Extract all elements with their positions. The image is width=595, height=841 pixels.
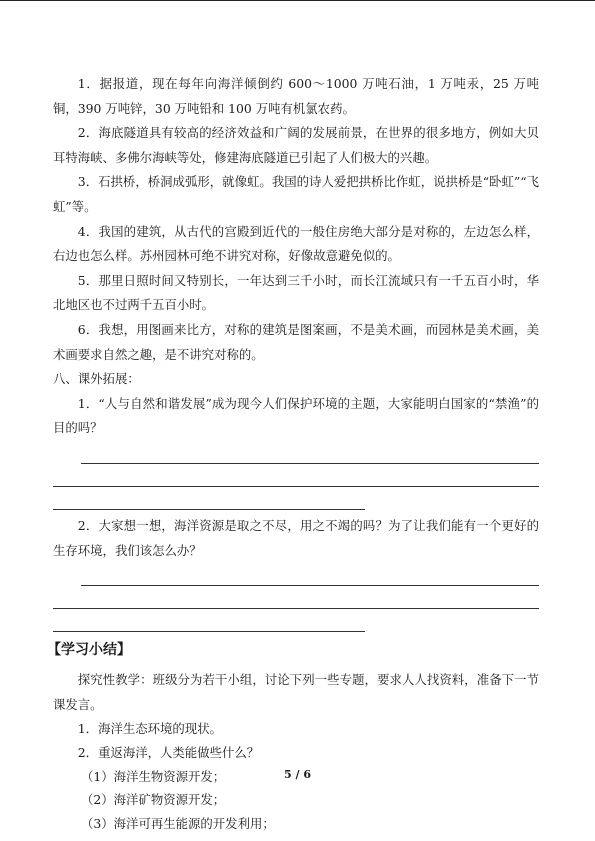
summary-title: 【学习小结】 bbox=[47, 642, 131, 659]
paragraph-1: 1．据报道，现在每年向海洋倾倒约 600～1000 万吨石油，1 万吨汞，25 万吨铜，390 万吨锌，30 万吨铅和 100 万吨有机氯农药。 bbox=[53, 76, 539, 116]
answer-line bbox=[53, 631, 365, 632]
paragraph-4: 4．我国的建筑，从古代的宫殿到近代的一般住房绝大部分是对称的，左边怎么样，右边也怎么样。苏州园林可绝不讲究对称，好像故意避免似的。 bbox=[53, 223, 539, 264]
answer-line bbox=[53, 509, 365, 510]
paragraph-3: 3．石拱桥，桥洞成弧形，就像虹。我国的诗人爱把拱桥比作虹，说拱桥是“卧虹”“飞虹”等。 bbox=[53, 174, 539, 214]
summary-intro: 探究性教学：班级分为若干小组，讨论下列一些专题，要求人人找资料，准备下一节课发言。 bbox=[53, 672, 539, 712]
summary-item-2: 2．重返海洋，人类能做些什么？ bbox=[77, 744, 260, 760]
answer-line bbox=[81, 585, 539, 586]
page-top-rule bbox=[0, 0, 595, 1]
page-number: 5 / 6 bbox=[284, 768, 311, 781]
answer-area-2[interactable] bbox=[53, 585, 539, 632]
summary-subitem-3: （3）海洋可再生能源的开发利用； bbox=[81, 816, 275, 832]
paragraph-6: 6．我想，用图画来比方，对称的建筑是图案画，不是美术画，而园林是美术画，美术画要求自然之趣，是不讲究对称的。 bbox=[53, 321, 539, 362]
answer-area-1[interactable] bbox=[53, 463, 539, 510]
summary-item-1: 1．海洋生态环境的现状。 bbox=[77, 721, 222, 737]
document-body bbox=[47, 72, 539, 836]
extension-question-1: 1．“人与自然和谐发展”成为现今人们保护环境的主题，大家能明白国家的“禁渔”的目的吗？ bbox=[53, 395, 539, 436]
paragraph-2: 2．海底隧道具有较高的经济效益和广阔的发展前景，在世界的很多地方，例如大贝耳特海峡、多佛尔海峡等处，修建海底隧道已引起了人们极大的兴趣。 bbox=[53, 125, 539, 165]
answer-line bbox=[81, 463, 539, 464]
summary-subitem-2: （2）海洋矿物资源开发； bbox=[81, 792, 226, 808]
paragraph-5: 5．那里日照时间又特别长，一年达到三千小时，而长江流域只有一千五百小时，华北地区也不过两千五百小时。 bbox=[53, 272, 539, 313]
answer-line bbox=[53, 608, 539, 609]
extension-question-2: 2．大家想一想，海洋资源是取之不尽，用之不竭的吗？为了让我们能有一个更好的生存环境，我们该怎么办？ bbox=[53, 517, 539, 558]
summary-subitem-1: （1）海洋生物资源开发； bbox=[81, 768, 226, 784]
extension-heading: 八、课外拓展： bbox=[53, 371, 140, 387]
answer-line bbox=[53, 486, 539, 487]
